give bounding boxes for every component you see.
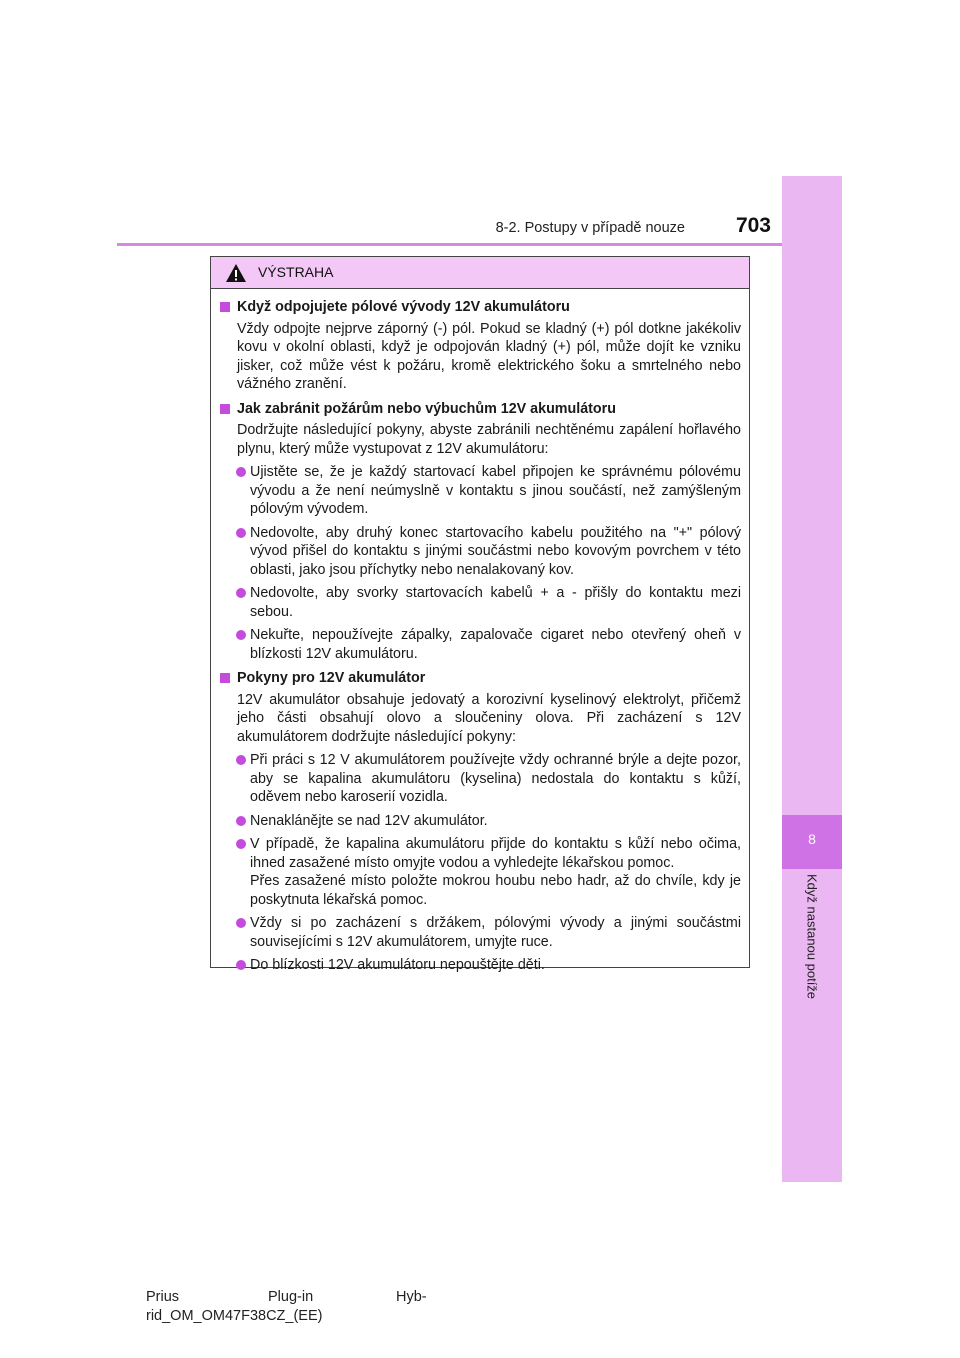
list-item (219, 812, 741, 831)
round-bullet-icon (236, 839, 246, 849)
list-item (219, 463, 741, 519)
list-item-text: Do blízkosti 12V akumulátoru nepouštějte děti. (250, 957, 545, 973)
list-item (219, 956, 741, 975)
section-text: Vždy odpojte nejprve záporný (-) pól. Pokud se kladný (+) pól dotkne jakékoliv kovu v okolní oblasti, když je odpojován kladný (+) pól, může dojít ke vzniku jisker, což může vést k požáru, kromě elektrického šoku a smrtelného nebo vážného zranění. (237, 320, 741, 392)
section-title: 8-2. Postupy v případě nouze (495, 220, 685, 236)
warning-header (211, 257, 749, 289)
round-bullet-icon (236, 960, 246, 970)
section-text: 12V akumulátor obsahuje jedovatý a korozivní kyselinový elektrolyt, přičemž jeho části obsahují olovo a sloučeniny olova. Při zacházení s 12V akumulátorem dodržujte následující pokyny: (237, 691, 741, 745)
section-text: Dodržujte následující pokyny, abyste zabránili nechtěnému zapálení hořlavého plynu, který může vystupovat z 12V akumulátoru: (237, 422, 741, 457)
list-item (219, 914, 741, 951)
list-item-text: Nedovolte, aby druhý konec startovacího kabelu použitého na "+" pólový vývod přišel do kontaktu s jinými součástmi nebo kovovým povrchem v této oblasti, jako jsou příchytky nebo nenalakovaný kov. (250, 524, 741, 578)
page-number: 703 (735, 214, 771, 237)
chapter-label: Když nastanou potíže (804, 874, 820, 1000)
section-heading-text: Pokyny pro 12V akumulátor (237, 670, 426, 686)
list-item-text: Nenaklánějte se nad 12V akumulátor. (250, 812, 488, 829)
warning-section (219, 400, 741, 664)
square-bullet-icon (220, 404, 230, 414)
page-header (117, 214, 775, 244)
footer-model-a: Prius (146, 1289, 180, 1305)
round-bullet-icon (236, 467, 246, 477)
round-bullet-icon (236, 755, 246, 765)
list-item-text: Ujistěte se, že je každý startovací kabel připojen ke správnému pólovému vývodu a že není neúmyslně v kontaktu s jinou součástí, než zamýšleným pólovým vývodem. (250, 464, 741, 517)
round-bullet-icon (236, 918, 246, 928)
warning-icon (225, 263, 247, 283)
header-rule (117, 243, 789, 246)
footer-model-b: Plug-in (268, 1289, 314, 1305)
list-item (219, 524, 741, 580)
warning-title: VÝSTRAHA (258, 264, 334, 280)
round-bullet-icon (236, 630, 246, 640)
section-heading-text: Jak zabránit požárům nebo výbuchům 12V akumulátoru (237, 400, 616, 417)
side-chapter-box (782, 815, 842, 869)
list-item (219, 835, 741, 909)
list-item (219, 626, 741, 663)
square-bullet-icon (220, 673, 230, 683)
warning-box (210, 256, 750, 973)
list-item (219, 584, 741, 621)
round-bullet-icon (236, 528, 246, 538)
chapter-number: 8 (808, 831, 816, 847)
list-item-text: Při práci s 12 V akumulátorem používejte vždy ochranné brýle a dejte pozor, aby se kapalina akumulátoru (kyselina) nedostala do kontaktu s kůží, oděvem nebo karoserií vozidla. (250, 752, 741, 805)
round-bullet-icon (236, 816, 246, 826)
warning-section (219, 298, 741, 394)
list-item-text: Nekuřte, nepoužívejte zápalky, zapalovače cigaret nebo otevřený oheň v blízkosti 12V akumulátoru. (250, 627, 741, 662)
section-heading-text: Když odpojujete pólové vývody 12V akumulátoru (237, 299, 570, 315)
section-heading (219, 400, 741, 419)
round-bullet-icon (236, 588, 246, 598)
list-item (219, 751, 741, 807)
square-bullet-icon (220, 302, 230, 312)
warning-content (211, 289, 749, 975)
section-heading (219, 298, 741, 317)
footer-doc-id: rid_OM_OM47F38CZ_(EE) (146, 1308, 323, 1324)
footer-model-line (146, 1289, 427, 1305)
footer-model-c: Hyb- (396, 1289, 427, 1305)
list-item-text: Vždy si po zacházení s držákem, pólovými vývody a jinými součástmi souvisejícími s 12V akumulátorem, umyjte ruce. (250, 915, 741, 950)
warning-section (219, 669, 741, 975)
list-item-text: Nedovolte, aby svorky startovacích kabelů + a - přišly do kontaktu mezi sebou. (250, 585, 741, 620)
section-heading (219, 669, 741, 688)
list-item-text: V případě, že kapalina akumulátoru přijde do kontaktu s kůží nebo očima, ihned zasažené místo omyjte vodou a vyhledejte lékařskou pomoc. Přes zasažené místo položte mokrou houbu nebo hadr, až do chvíle, kdy je poskytnuta lékařská pomoc. (250, 836, 741, 908)
